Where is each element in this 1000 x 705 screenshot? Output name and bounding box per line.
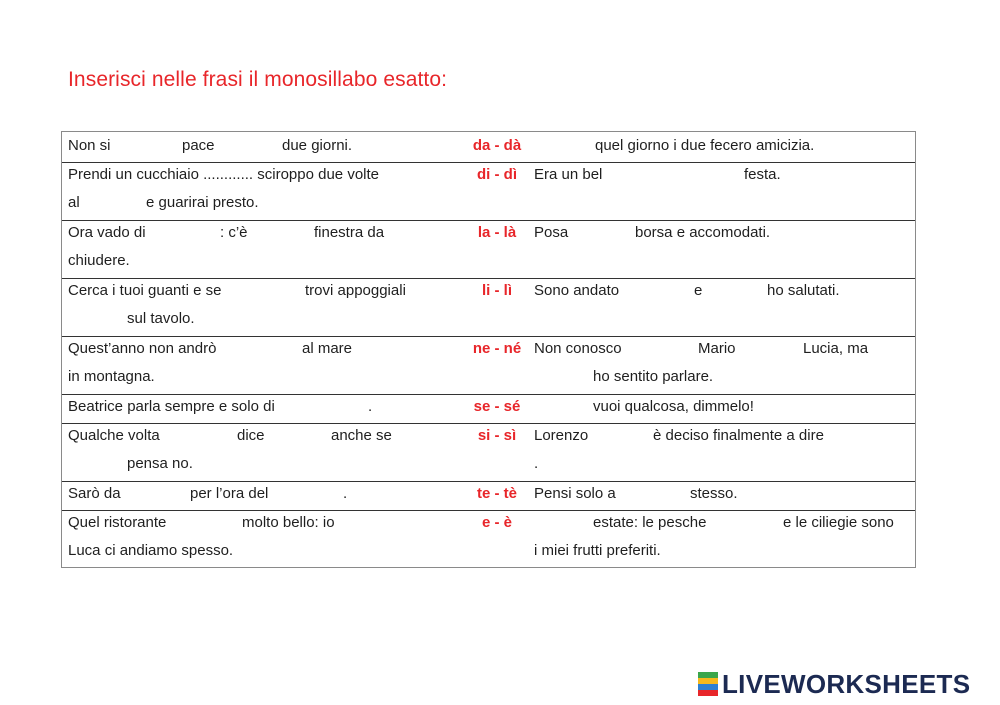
table-row — [62, 481, 915, 511]
answer-blank[interactable] — [180, 427, 230, 446]
row-text: e le ciliegie sono — [783, 514, 894, 531]
row-text: Prendi un cucchiaio ............ sciroppo due volte — [68, 166, 380, 183]
row-text: finestra da — [314, 224, 385, 241]
row-text: anche se — [331, 427, 392, 444]
answer-blank[interactable] — [534, 398, 584, 417]
row-text: Lorenzo — [534, 427, 589, 444]
row-text: Era un bel — [534, 166, 603, 183]
table-row — [62, 336, 915, 395]
row-text: Beatrice parla sempre e solo di — [68, 398, 275, 415]
row-text: : c’è — [220, 224, 248, 241]
row-text: e — [694, 282, 703, 299]
row-text: . — [534, 455, 539, 472]
page-title: Inserisci nelle frasi il monosillabo esatto: — [68, 68, 448, 91]
answer-blank[interactable] — [224, 137, 274, 156]
row-text: Luca ci andiamo spesso. — [68, 542, 234, 559]
answer-blank[interactable] — [258, 224, 308, 243]
liveworksheets-logo[interactable] — [698, 670, 970, 698]
row-text: Posa — [534, 224, 569, 241]
monosyllable-options: te - tè — [476, 485, 517, 502]
logo-stripe — [698, 690, 718, 696]
row-text: i miei frutti preferiti. — [534, 542, 661, 559]
row-text: in montagna. — [68, 368, 155, 385]
row-text: molto bello: io — [242, 514, 335, 531]
row-text: Ora vado di — [68, 224, 146, 241]
row-text: borsa e accomodati. — [635, 224, 771, 241]
row-text: Lucia, ma — [803, 340, 869, 357]
answer-blank[interactable] — [632, 485, 682, 504]
row-text: trovi appoggiali — [305, 282, 406, 299]
answer-blank[interactable] — [292, 485, 342, 504]
answer-blank[interactable] — [577, 224, 627, 243]
table-row — [62, 220, 915, 279]
table-row — [62, 278, 915, 337]
logo-badge-icon — [698, 672, 718, 696]
row-text: . — [343, 485, 348, 502]
answer-blank[interactable] — [134, 485, 184, 504]
monosyllable-options: si - sì — [477, 427, 517, 444]
answer-blank[interactable] — [534, 514, 584, 533]
row-text: estate: le pesche — [593, 514, 707, 531]
table-row — [62, 510, 915, 568]
answer-blank[interactable] — [712, 282, 762, 301]
brand-name: LIVEWORKSHEETS — [722, 668, 971, 699]
answer-blank[interactable] — [640, 282, 690, 301]
monosyllable-options: da - dà — [472, 137, 522, 154]
row-text: stesso. — [690, 485, 738, 502]
monosyllable-options: li - lì — [482, 282, 512, 299]
row-text: due giorni. — [282, 137, 353, 154]
answer-blank[interactable] — [277, 427, 327, 446]
row-text: pensa no. — [127, 455, 193, 472]
answer-blank[interactable] — [188, 514, 238, 533]
answer-blank[interactable] — [312, 398, 362, 417]
table-row — [62, 162, 915, 221]
answer-blank[interactable] — [602, 427, 652, 446]
row-text: Cerca i tuoi guanti e se — [68, 282, 222, 299]
row-text: Mario — [698, 340, 736, 357]
answer-blank[interactable] — [68, 455, 118, 474]
row-text: Pensi solo a — [534, 485, 616, 502]
row-text: festa. — [744, 166, 781, 183]
table-row — [62, 132, 915, 163]
row-text: Non conosco — [534, 340, 622, 357]
row-text: ho salutati. — [767, 282, 840, 299]
row-text: è deciso finalmente a dire — [653, 427, 824, 444]
answer-blank[interactable] — [248, 282, 298, 301]
answer-blank[interactable] — [644, 340, 694, 359]
answer-blank[interactable] — [162, 224, 212, 243]
row-text: Qualche volta — [68, 427, 160, 444]
row-text: sul tavolo. — [127, 310, 195, 327]
row-text: al — [68, 194, 80, 211]
row-text: Sarò da — [68, 485, 121, 502]
row-text: al mare — [302, 340, 353, 357]
monosyllable-options: e - è — [481, 514, 512, 531]
answer-blank[interactable] — [534, 368, 584, 387]
row-text: per l’ora del — [190, 485, 269, 502]
row-text: vuoi qualcosa, dimmelo! — [593, 398, 754, 415]
answer-blank[interactable] — [244, 340, 294, 359]
row-text: ho sentito parlare. — [593, 368, 714, 385]
answer-blank[interactable] — [68, 310, 118, 329]
monosyllable-options: se - sé — [473, 398, 521, 415]
monosyllable-options: la - là — [477, 224, 517, 241]
answer-blank[interactable] — [745, 340, 795, 359]
answer-blank[interactable] — [124, 137, 174, 156]
row-text: Quest’anno non andrò — [68, 340, 217, 357]
row-text: e guarirai presto. — [146, 194, 259, 211]
row-text: . — [368, 398, 373, 415]
row-text: pace — [182, 137, 215, 154]
row-text: Quel ristorante — [68, 514, 167, 531]
row-text: quel giorno i due fecero amicizia. — [595, 137, 815, 154]
answer-blank[interactable] — [92, 194, 142, 213]
monosyllable-options: di - dì — [477, 166, 517, 183]
answer-blank[interactable] — [617, 166, 737, 185]
table-row — [62, 394, 915, 424]
answer-blank[interactable] — [534, 137, 584, 156]
row-text: chiudere. — [68, 252, 130, 269]
row-text: Sono andato — [534, 282, 620, 299]
monosyllable-options: ne - né — [472, 340, 522, 357]
table-row — [62, 423, 915, 482]
row-text: Non si — [68, 137, 111, 154]
answer-blank[interactable] — [352, 514, 402, 533]
exercise-table — [61, 131, 916, 568]
row-text: dice — [237, 427, 265, 444]
answer-blank[interactable] — [730, 514, 780, 533]
